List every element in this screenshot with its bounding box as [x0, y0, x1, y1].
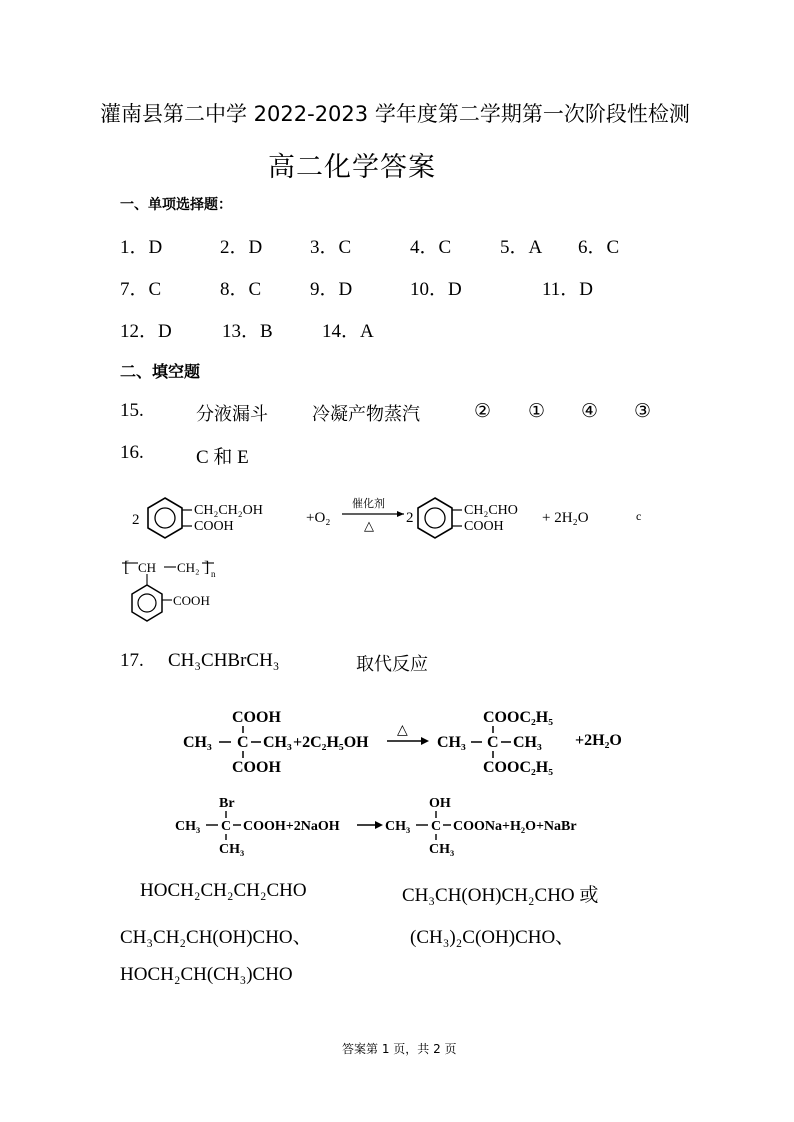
isomer-formula: CH₃CH(OH)CH₂CHO 或: [402, 885, 599, 906]
atom-label: C: [221, 819, 232, 834]
group-label: CH₃: [219, 842, 245, 857]
byproduct: + 2H₂O: [542, 510, 589, 526]
benzene-ring-icon: [132, 585, 162, 621]
substituent: COOH: [464, 519, 504, 534]
benzene-ring-icon: [418, 498, 452, 538]
group-label: CH₃: [183, 734, 212, 751]
atom-label: C: [431, 819, 442, 834]
group-label: COOC₂H₅: [483, 759, 554, 776]
answer-item: 8．C: [220, 279, 262, 300]
group-label: COOH: [232, 759, 281, 776]
bracket-icon: [: [124, 559, 130, 576]
answer-item: 5．A: [500, 237, 543, 258]
answer-item: 7．C: [120, 279, 162, 300]
note-text: c: [636, 509, 642, 523]
group-label: CH₃: [175, 819, 201, 834]
answer-item: 1．D: [120, 237, 163, 258]
answer-text: ③: [634, 401, 652, 422]
group-label: COOH: [232, 709, 281, 726]
atom-label: C: [237, 734, 249, 751]
substituent: COOH: [173, 593, 210, 608]
section-heading-fill: 二、填空题: [120, 362, 201, 381]
answer-text: 冷凝产物蒸汽: [312, 404, 420, 425]
answer-item: 14．A: [322, 321, 374, 342]
polymer-structure: [120, 555, 260, 635]
atom-label: C: [487, 734, 499, 751]
question-number: 16.: [120, 442, 144, 463]
answer-item: 4．C: [410, 237, 452, 258]
group-label: OH: [429, 796, 451, 811]
heat-symbol: △: [364, 518, 374, 533]
answer-item: 9．D: [310, 279, 353, 300]
page-footer: 答案第 1 页，共 2 页: [342, 1042, 457, 1056]
oxidation-equation: [120, 480, 660, 550]
answer-item: 12．D: [120, 321, 172, 342]
isomer-formula: HOCH₂CH(CH₃)CHO: [120, 964, 293, 985]
hydrolysis-equation: [175, 790, 635, 860]
group-label: CH₃: [437, 734, 466, 751]
section-heading-choice: 一、单项选择题：: [120, 197, 232, 213]
byproduct: +2H₂O: [575, 732, 622, 749]
group-label: CH₃: [429, 842, 455, 857]
group-label: CH₃: [385, 819, 411, 834]
answer-item: 10．D: [410, 279, 462, 300]
isomer-formula: CH₃CH₂CH(OH)CHO、: [120, 927, 312, 948]
substituent: CH₂CH₂OH: [194, 503, 263, 518]
answer-text: ④: [581, 401, 599, 422]
isomer-formula: (CH₃)₂C(OH)CHO、: [410, 927, 575, 948]
bracket-icon: ]: [204, 559, 210, 576]
chain-atom: CH₂: [177, 560, 200, 575]
group-label: CH₃: [263, 734, 292, 751]
answer-item: 2．D: [220, 237, 263, 258]
atom-label: Br: [219, 796, 235, 811]
page-title: 高二化学答案: [268, 152, 436, 183]
group-label: COONa+H₂O+NaBr: [453, 819, 577, 834]
chain-atom: CH: [138, 560, 157, 575]
reagent: +O₂: [306, 510, 331, 526]
answer-item: 11．D: [542, 279, 594, 300]
reagent: +2C₂H₅OH: [293, 734, 369, 751]
answer-text: 取代反应: [356, 654, 428, 675]
answer-item: 13．B: [222, 321, 273, 342]
question-number: 17.: [120, 650, 144, 671]
substituent: COOH: [194, 519, 234, 534]
exam-title: 灌南县第二中学 2022-2023 学年度第二学期第一次阶段性检测: [100, 102, 690, 126]
answer-text: ①: [528, 401, 546, 422]
esterification-equation: [175, 700, 655, 780]
polymer-n: n: [211, 569, 216, 579]
catalyst-label: 催化剂: [352, 498, 385, 510]
group-label: CH₃: [513, 734, 542, 751]
question-number: 15.: [120, 400, 144, 421]
isomer-formula: HOCH₂CH₂CH₂CHO: [140, 880, 307, 901]
heat-symbol: △: [397, 723, 408, 738]
benzene-ring-icon: [148, 498, 182, 538]
answer-text: ②: [474, 401, 492, 422]
answer-item: 6．C: [578, 237, 620, 258]
substituent: CH₂CHO: [464, 503, 518, 518]
answer-text: CH₃CHBrCH₃: [168, 650, 280, 671]
answer-text: C 和 E: [196, 447, 249, 468]
coefficient: 2: [406, 510, 414, 526]
answer-item: 3．C: [310, 237, 352, 258]
answer-text: 分液漏斗: [196, 404, 268, 425]
coefficient: 2: [132, 512, 140, 528]
group-label: COOH+2NaOH: [243, 819, 340, 834]
group-label: COOC₂H₅: [483, 709, 554, 726]
